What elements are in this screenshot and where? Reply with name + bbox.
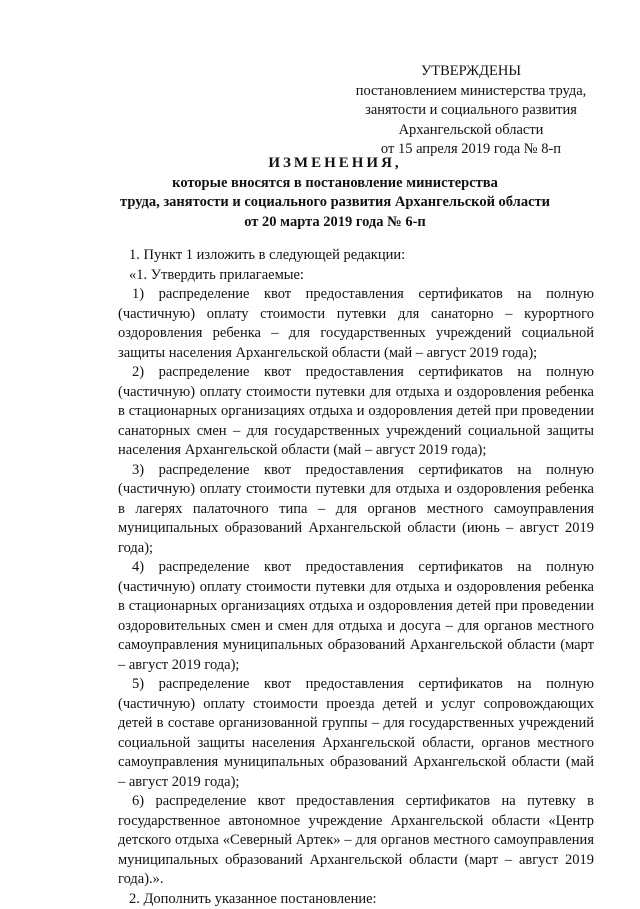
approval-line: занятости и социального развития (340, 101, 602, 121)
approval-date: от 15 апреля 2019 года № 8-п (340, 140, 602, 160)
list-item: 4) распределение квот предоставления сертификатов на полную (частичную) оплату стоимости путевки для отдыха и оздоровления ребенка в стационарных организациях отдыха и оздоровления детей при проведении оздоровительных смен и смен для отдыха и досуга – для органов местного самоуправления муниципальных образований Архангельской области (март – август 2019 года); (118, 558, 594, 675)
paragraph-point-1: 1. Пункт 1 изложить в следующей редакции: (118, 246, 594, 266)
document-subtitle: которые вносятся в постановление министерства (100, 174, 570, 194)
list-item: 3) распределение квот предоставления сертификатов на полную (частичную) оплату стоимости путевки для отдыха и оздоровления ребенка в лагерях палаточного типа – для органов местного самоуправления муниципальных образований Архангельской области (июнь – август 2019 года); (118, 461, 594, 559)
document-subtitle: от 20 марта 2019 года № 6-п (100, 213, 570, 233)
document-subtitle: труда, занятости и социального развития Архангельской области (100, 193, 570, 213)
document-body (118, 246, 594, 909)
approval-title: УТВЕРЖДЕНЫ (340, 62, 602, 82)
approval-line: Архангельской области (340, 121, 602, 141)
list-item: 6) распределение квот предоставления сертификатов на путевку в государственное автономное учреждение Архангельской области «Центр детского отдыха «Северный Артек» – для органов местного самоуправления муниципальных образований Архангельской области (март – август 2019 года).». (118, 792, 594, 890)
paragraph-point-2: 2. Дополнить указанное постановление: (118, 890, 594, 909)
list-item: 5) распределение квот предоставления сертификатов на полную (частичную) оплату стоимости проезда детей и услуг сопровождающих детей в составе организованной группы – для государственных учреждений социальной защиты населения Архангельской области, органов местного самоуправления муниципальных образований Архангельской области (май – август 2019 года); (118, 675, 594, 792)
list-item: 1) распределение квот предоставления сертификатов на полную (частичную) оплату стоимости путевки для санаторно – курортного оздоровления ребенка – для государственных учреждений социальной защиты населения Архангельской области (май – август 2019 года); (118, 285, 594, 363)
paragraph-approve: «1. Утвердить прилагаемые: (118, 266, 594, 286)
approval-line: постановлением министерства труда, (340, 82, 602, 102)
approval-stamp (340, 62, 602, 160)
document-title: ИЗМЕНЕНИЯ, (100, 154, 570, 174)
document-heading (100, 154, 570, 232)
list-item: 2) распределение квот предоставления сертификатов на полную (частичную) оплату стоимости путевки для отдыха и оздоровления ребенка в стационарных организациях отдыха и оздоровления детей при проведении санаторных смен – для государственных учреждений социальной защиты населения Архангельской области (май – август 2019 года); (118, 363, 594, 461)
